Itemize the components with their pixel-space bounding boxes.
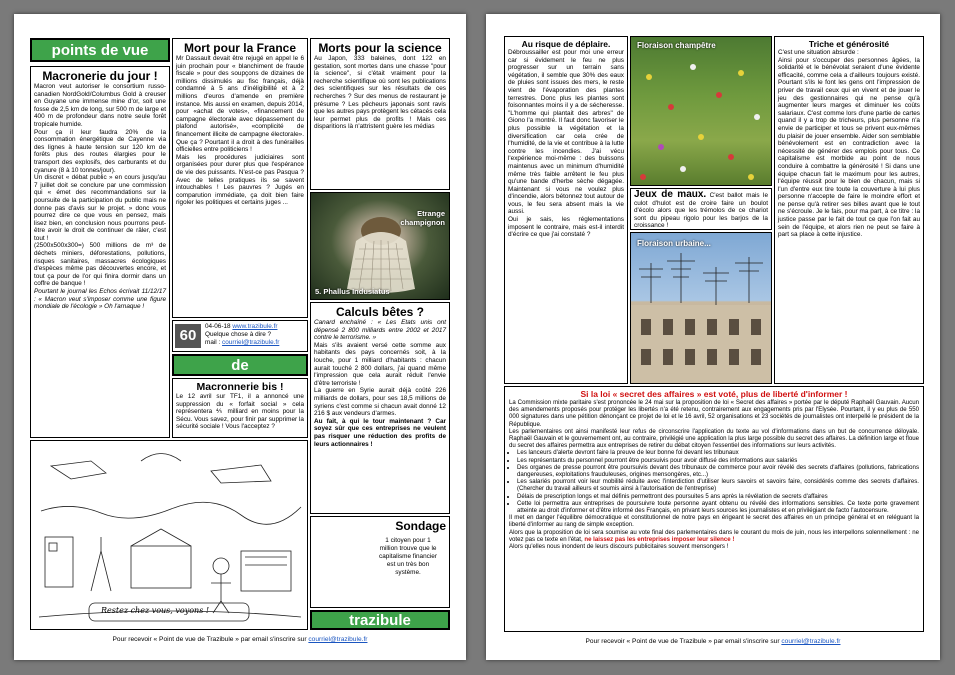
mail-link[interactable]: courriel@trazibule.fr [222, 339, 280, 346]
list-item: • Les lanceurs d'alerte devront faire la preuve de leur bonne foi devant les tribunaux [517, 449, 919, 456]
article-mort-france [172, 38, 308, 318]
issue-box [172, 320, 308, 352]
article-title: Triche et générosité [808, 39, 890, 49]
paragraph: Au fait, à qui le tour maintenant ? Car soyez sûr que ces entreprises ne veulent pas risquer une réduction des profits de leurs actionnaires ! [314, 417, 446, 448]
paragraph: Pourtant le journal les Echos écrivait 11/12/17 : « Macron veut s'imposer comme une figure mondiale de l'écologie » Oh l'arnaque ! [34, 288, 166, 311]
article-body [314, 319, 446, 448]
cartoon-drawing [30, 440, 308, 630]
photo-caption: Floraison urbaine... [637, 239, 711, 248]
article-body: 1 citoyen pour 1 million trouve que le capitalisme financier est un très bon système. [379, 537, 437, 576]
paragraph: C'est une situation absurde : [778, 49, 859, 56]
article-title: Jeux de maux. [634, 189, 707, 200]
site-link[interactable]: www.trazibule.fr [232, 323, 278, 330]
photo-caption: Floraison champêtre [637, 41, 716, 50]
paragraph: Alors qu'elles nous inondent de leurs discours publicitaires souvent mensongers ! [509, 543, 729, 551]
paragraph: Pour ça il leur faudra 20% de la consommation énergétique de Cayenne via des lignes à haute tension sur 120 km de forêts plus des routes élargies pour le transport des explosifs, des carburants et du cyanure (8 à 10 tonnes/jour). [34, 128, 166, 174]
article-macronerie-bis [172, 378, 308, 438]
page-right [486, 14, 940, 660]
article-title: Macronerie du jour ! [42, 69, 158, 83]
article-body: Le 12 avril sur TF1, il a annoncé une suppression du « forfait social » cela représentera ⅘ milliard en moins pour la Sécu. Vous savez, pour finir par supprimer la sécurité sociale ! Vous l'acceptez ? [176, 393, 304, 431]
paragraph: La guerre en Syrie aurait déjà coûté 226 milliards de dollars, pour ses 18,5 millions de syriens c'est comme si chacun avait donné 12 216 $ aux vendeurs d'armes. [314, 387, 446, 418]
article-macronerie [30, 66, 170, 438]
paragraph: Canard enchaîné : « Les Etats unis ont dépensé 2 800 milliards entre 2002 et 2017 contre le terrorisme. » [314, 319, 446, 342]
article-title: Au risque de déplaire. [521, 39, 611, 49]
mail-label: mail : [205, 339, 223, 346]
photo-floraison-urbaine [630, 232, 772, 384]
article-title: Sondage [395, 519, 446, 533]
article-body: Au Japon, 333 baleines, dont 122 en gestation, sont mortes dans une chasse "pour la science", si c'était vraiment pour la recherche scientifique où sont les publications des scientifiques sur les résultats de ces recherches ? Sur des menus de restaurant je présume ? Les pêcheurs japonais sont ravis que les autres pays protègent les cétacés cela leur permet plus de profits ! Mais ces disparitions là n'attristent guère les médias [314, 55, 446, 131]
photo-caption-bottom: 5. Phallus Indusiatus [315, 287, 390, 296]
paragraph: Ainsi pour s'occuper des personnes âgées, la solidarité et le bénévolat seraient d'une évidente efficacité, comme cela a d'ailleurs toujours existé. Pourtant s'ils le font les gens ont l'impression de priver de travail ceux qui en vivent et de jouer le jeu des gestionnaires qui ne pense qu'à augmenter leurs marges et diminuer les coûts salariaux. C'est comme lors d'une partie de cartes quand il y a trop de tricheurs, plus personne n'a envie de participer et tous se privent eux-mêmes du plaisir de jouer ensemble. Aider son semblable bénévolement est en contradiction avec la nécessité de générer des emplois pour tous. Ce capitalisme est morbide au point de nous conduire à combattre la générosité ! Si dans une équipe chacun fait le maximum pour les autres, l'équipe réussit pour le bien de chacun, mais si l'un d'entre eux tire toute la couverture à lui plus personne n'accepte de faire le moindre effort et ne pense qu'à retirer ses billes avant que le tout ne s'écroule. Je le fais, pour ma part, à ce titre : la justice passe par le fait de tout ce que l'on fait au sein de l'équipe, et alors rien ne peut se faire à part sa place à cette injustice. [778, 56, 920, 239]
article-body [509, 399, 919, 550]
article-calculs [310, 302, 450, 514]
cartoon-illustration [31, 441, 308, 630]
photo-caption-top: Etrange champignon [400, 209, 445, 227]
photo-floraison-champetre [630, 36, 772, 186]
paragraph: Un discret « débat public » en cours jusqu'au 7 juillet doit se conclure par une commission qui « émet des recommandations sur la poursuite de la participation du public mais ne donne pas d'avis sur le projet. » donc vous pourrez dire ce que vous en pensez, mais lisez bien, en conclusion nous pourrons peut-être avoir le droit de continuer de râler, c'est tout ! [34, 174, 166, 242]
issue-info [205, 323, 279, 347]
paragraph: (2500x500x300=) 500 millions de m³ de déchets miniers, déforestations, pollutions, risques sanitaires, massacres écologiques d'espèces même pas découvertes encore, et tout ça pour de l'or qui finira dormir dans un coffre de banque ! [34, 242, 166, 288]
paragraph: Mais les procédures judiciaires sont organisées pour durer plus que l'espérance de vie des puissants. N'est-ce pas Pasqua ? Avec de telles pratiques ils se savent intouchables ! Les pauvres ? Jugés en comparution immédiate, ça doit bien faire rigoler les politiques et certains juges ... [176, 153, 304, 207]
list-item: • Des organes de presse pourront être poursuivis devant des tribunaux de commerce pour avoir révélé des secrets d'affaires (pollutions, fabrications dangereuses, exploitations frauduleuses, origines mensongères, etc...) [517, 464, 919, 478]
paragraph: Mais s'ils avaient versé cette somme aux habitants des pays concernés soit, à la louche, pour 1 milliard d'habitants : chacun aurait touché 2 800 dollars, j'ai quand même l'impression que cela aurait réduit l'envie d'être terroriste ! [314, 341, 446, 387]
footer [486, 638, 940, 645]
paragraph: Mr Dassault devait être rejugé en appel le 6 juin prochain pour « blanchiment de fraude fiscale » pour des soupçons de dizaines de millions dissimulés au fisc français, déjà condamné à 5 ans d'inéligibilité et à 2 millions d'euros d'amende en première instance. Mis aussi en examen, depuis 2014, pour «achat de votes», «financement de campagne électorale avec dépassement du plafond autorisé», «complicité de financement illicite de campagne électorale». Que ça ? Pourtant il a droit à des funérailles officielles entre politiciens ! [176, 55, 304, 154]
article-jeux [630, 188, 772, 230]
cartoon-caption: Restez chez vous, voyons ! [101, 606, 210, 615]
paragraph: Débroussailler est pour moi une erreur car si évidement le feu ne plus progresser sur un terrain sans végétation, il semble que 30% des eaux de pluies sont issues des mers, le reste vient de l'évaporation des plantes terrestres. Donc plus les plantes sont foisonnantes moins il y a de sécheresse. "L'homme qui plantait des arbres" de Giono l'a montré. Il faut donc favoriser le plus possible la végétation et la diversification car cela crée de l'humidité, de la vie et contribue à la lutte contre les incendies. J'ai vécu l'expérience moi-même : des buissons maintenus avec un minimum d'humidité même très faible arrêtent le feu plus qu'une bande d'herbe sèche dégagée. Maintenant si vous ne voulez plus d'incendie, alors bétonnez tout autour de vous, le feu sera absent mais la vie aussi. [508, 49, 624, 216]
paragraph [509, 529, 919, 543]
article-body [634, 191, 768, 230]
article-secret-affaires [504, 386, 924, 632]
list-item: • Délais de prescription longs et mal définis permettront des poursuites 5 ans après la révélation de secrets d'affaires [517, 493, 919, 500]
page-left [14, 14, 466, 660]
article-title: Mort pour la France [183, 41, 296, 55]
article-title: Calculs bêtes ? [335, 305, 425, 319]
article-title: Macronnerie bis ! [196, 381, 284, 393]
article-body [778, 49, 920, 239]
article-title: Si la loi « secret des affaires » est voté, plus de liberté d'informer ! [580, 389, 848, 399]
list-item: • Les salariés pourront voir leur mobilité réduite avec l'interdiction d'utiliser leurs savoirs et savoirs faire, considérés comme des secrets d'affaires. (Chercher du travail ailleurs et soumis ainsi à l'autorisation de l'entreprise) [517, 478, 919, 492]
issue-date: 04-06-18 [205, 323, 231, 330]
flowers-illustration [631, 37, 772, 186]
photo-champignon [310, 192, 450, 300]
paragraph: Macron veut autoriser le consortium russo-canadien NordGold/Columbus Gold à creuser en Guyane une immense mine d'or, soit une fosse de 2,5 km de long, sur 500 m de large et 400 m de profondeur dans notre seule forêt tropicale humide. [34, 83, 166, 128]
article-morts-science [310, 38, 450, 190]
paragraph: C'est ballot mais le culot d'hulot est de croire faire un boulot d'écolo alors que les trémolos de ce chariot sont du pipeau rigolo pour les barjos de la croissance ! [634, 192, 769, 230]
call-text: Alors que la proposition de loi sera soumise au vote final des parlementaires dans le courant du mois de juin, nous les interpellons solennellement : ne votez pas ce texte en l'état, [509, 528, 919, 543]
article-triche [774, 36, 924, 384]
footer-text: Pour recevoir « Point de vue de Trazibule » par email s'inscrire sur [112, 636, 309, 643]
article-body [176, 55, 304, 207]
list-item: • Cette loi permettra aux entreprises de poursuivre toute personne ayant obtenu ou révélé des informations sensibles. Ce texte porte gravement atteinte au droit d'informer et d'être informé des Français, en privant leurs sources les journalistes et en privilégiant de facto l'autocensure. [517, 500, 919, 514]
brand-banner-bottom: trazibule [310, 610, 450, 630]
article-sondage [310, 516, 450, 608]
article-body [34, 83, 166, 311]
list-item: • Les représentants du personnel pourront être poursuivis pour avoir diffusé des informations aux salariés [517, 457, 919, 464]
paragraph: Il met en danger l'équilibre démocratique et constitutionnel de notre pays en érigeant le secret des affaires en un principe général et en reléguant la liberté d'informer au rang de simple exception. [509, 514, 919, 529]
bullet-list [509, 449, 919, 514]
article-body [508, 49, 624, 239]
paragraph: La Commission mixte paritaire s'est prononcée le 24 mai sur la proposition de loi « Secret des affaires » portée par le député Raphaël Gauvain. Aucun des amendements proposés pour protéger les libertés n'a été retenu, contrairement aux engagements pris par l'Elysée. Pourtant, il y eu plus de 550 000 signatures dans une pétition dénonçant ce projet de loi et le 16 avril, 52 organisations et 23 sociétés de journalistes ont interpellé le président de la République. [509, 399, 919, 428]
article-title: Morts pour la science [318, 41, 442, 55]
footer-text: Pour recevoir « Point de vue de Trazibule » par email s'inscrire sur [585, 638, 782, 645]
footer-mail-link[interactable]: courriel@trazibule.fr [781, 638, 841, 645]
issue-number: 60 [175, 324, 201, 348]
paragraph: Les parlementaires ont ainsi manifesté leur refus de circonscrire l'application du texte au vol d'informations dans un but de concurrence déloyale. Raphaël Gauvain et le gouvernement ont, au contraire, privilégié une application la plus large possible du secret des affaires. La définition large et floue du secret des affaires permettra aux entreprises de retirer du débat citoyen l'essentiel des informations sur leurs activités. [509, 427, 919, 450]
article-deplaire [504, 36, 628, 384]
brand-banner-top: points de vue [30, 38, 170, 62]
brand-banner-mid: de [172, 354, 308, 376]
issue-prompt: Quelque chose à dire ? [205, 331, 272, 338]
antennas-illustration [631, 233, 772, 384]
call-highlight: ne laissez pas les entreprises imposer leur silence ! [584, 535, 735, 543]
footer-mail-link[interactable]: courriel@trazibule.fr [308, 636, 368, 643]
paragraph: Oui je sais, les réglementations imposent le contraire, mais est-il interdit d'écrire ce que j'ai constaté ? [508, 216, 624, 239]
footer [14, 636, 466, 643]
